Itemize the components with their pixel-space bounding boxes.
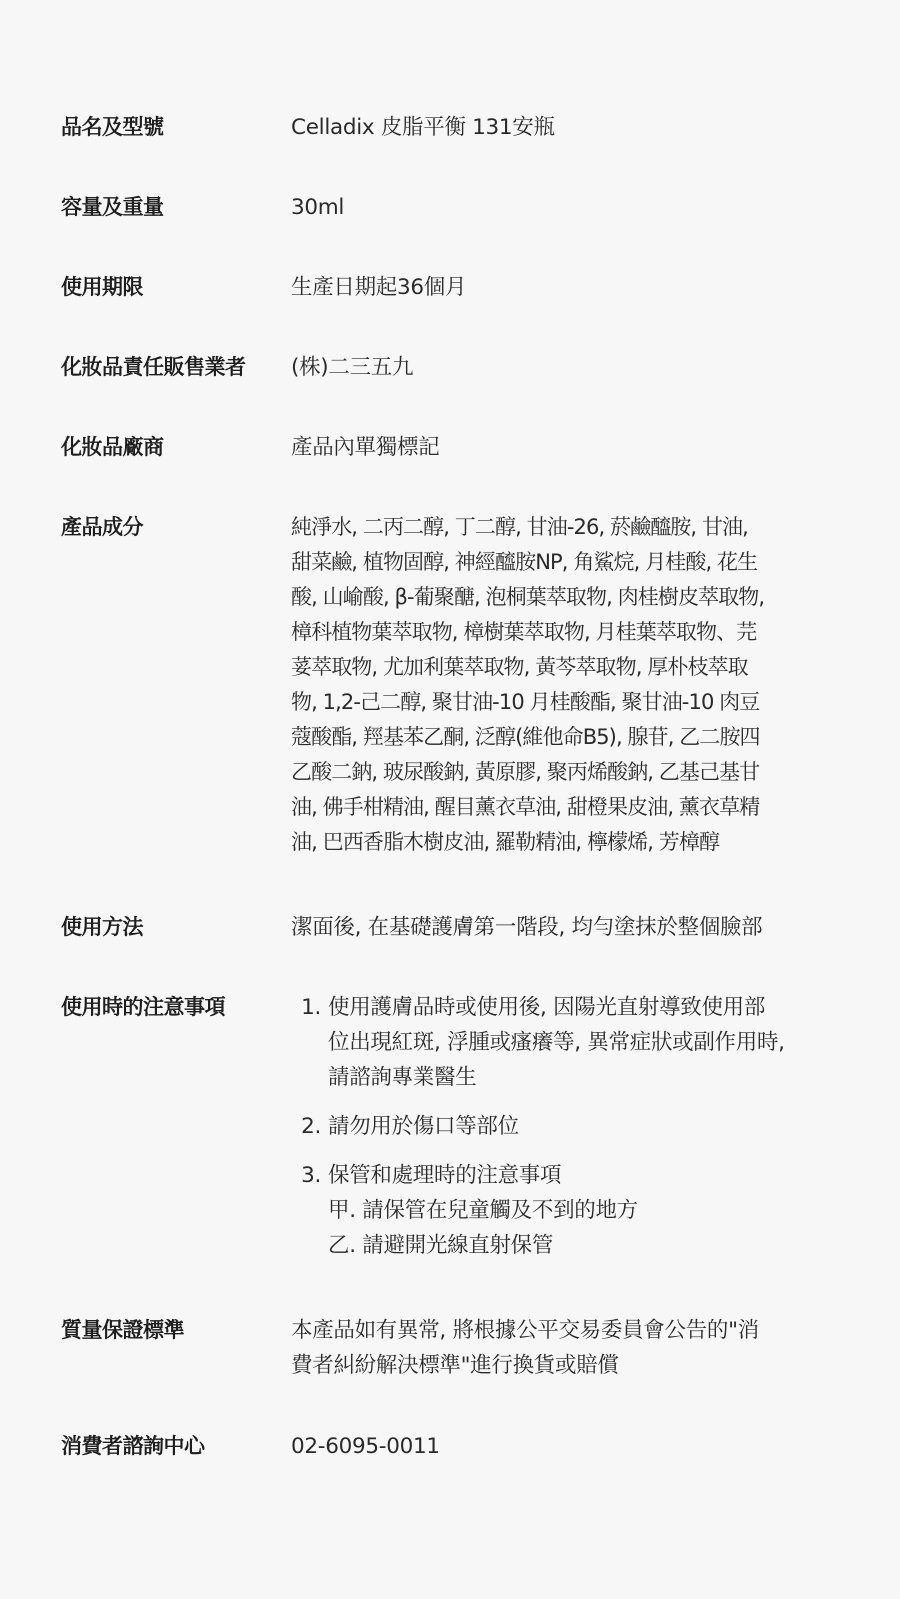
spec-label: 品名及型號 [61,115,164,139]
spec-row-consumer [61,1429,842,1464]
spec-value: 生產日期起36個月 [291,275,467,300]
spec-label: 產品成分 [61,515,143,539]
ingredients-line: 物, 1,2-己二醇, 聚甘油-10 月桂酸酯, 聚甘油-10 肉豆 [291,690,760,714]
spec-label: 使用時的注意事項 [61,995,225,1019]
list-item [291,1109,842,1144]
ingredients-line: 油, 佛手柑精油, 醒目薰衣草油, 甜橙果皮油, 薰衣草精 [291,795,760,819]
spec-row-seller [61,350,842,385]
quality-line: 本產品如有異常, 將根據公平交易委員會公告的"消 [291,1318,759,1343]
spec-label: 容量及重量 [61,195,164,219]
quality-line: 費者糾紛解決標準"進行換貨或賠償 [291,1353,619,1378]
ingredients-line: 荽萃取物, 尤加利葉萃取物, 黃芩萃取物, 厚朴枝萃取 [291,655,748,679]
list-text [328,990,842,1095]
list-line: 甲. 請保管在兒童觸及不到的地方 [328,1198,638,1223]
ingredients-line: 酸, 山崳酸, β-葡聚醣, 泡桐葉萃取物, 肉桂樹皮萃取物, [291,585,765,609]
ingredients-line: 油, 巴西香脂木樹皮油, 羅勒精油, 檸檬烯, 芳樟醇 [291,830,720,854]
spec-label: 化妝品廠商 [61,435,164,459]
spec-row-ingredients [61,510,842,860]
spec-row-expiry [61,270,842,305]
ingredients-line: 甜菜鹼, 植物固醇, 神經醯胺NP, 角鯊烷, 月桂酸, 花生 [291,550,758,574]
spec-row-usage [61,910,842,945]
spec-row-capacity [61,190,842,225]
spec-label: 消費者諮詢中心 [61,1434,205,1458]
ingredients-line: 乙酸二鈉, 玻尿酸鈉, 黃原膠, 聚丙烯酸鈉, 乙基己基甘 [291,760,760,784]
list-text [328,1109,842,1144]
list-line: 位出現紅斑, 浮腫或瘙癢等, 異常症狀或副作用時, [328,1030,785,1055]
list-text [328,1158,842,1263]
list-line: 保管和處理時的注意事項 [328,1163,562,1188]
list-number: 1. [301,995,321,1020]
spec-label: 使用期限 [61,275,143,299]
spec-label: 化妝品責任販售業者 [61,355,246,379]
spec-label: 使用方法 [61,915,143,939]
spec-row-quality [61,1313,842,1383]
spec-value [291,1313,842,1383]
ingredients-text [291,510,842,860]
list-number: 3. [301,1163,321,1188]
spec-row-name [61,110,842,145]
spec-value: 潔面後, 在基礎護膚第一階段, 均勻塗抹於整個臉部 [291,915,763,940]
list-item [291,1158,842,1263]
list-line: 使用護膚品時或使用後, 因陽光直射導致使用部 [328,995,766,1020]
list-item [291,990,842,1095]
ingredients-line: 純淨水, 二丙二醇, 丁二醇, 甘油-26, 菸鹼醯胺, 甘油, [291,515,748,539]
cautions-list [291,990,842,1263]
spec-value: 產品內單獨標記 [291,435,440,460]
spec-value: Celladix 皮脂平衡 131安瓶 [291,115,555,140]
list-number: 2. [301,1114,321,1139]
spec-value: 30ml [291,195,345,220]
phone-number: 02-6095-0011 [291,1434,440,1459]
spec-row-cautions [61,990,842,1263]
list-line: 請勿用於傷口等部位 [328,1114,519,1139]
spec-value: (株)二三五九 [291,355,414,380]
list-line: 請諮詢專業醫生 [328,1065,477,1090]
spec-label: 質量保證標準 [61,1318,184,1342]
ingredients-line: 蔻酸酯, 羥基苯乙酮, 泛醇(維他命B5), 腺苷, 乙二胺四 [291,725,760,749]
ingredients-line: 樟科植物葉萃取物, 樟樹葉萃取物, 月桂葉萃取物、芫 [291,620,757,644]
spec-row-maker [61,430,842,465]
list-line: 乙. 請避開光線直射保管 [328,1233,554,1258]
